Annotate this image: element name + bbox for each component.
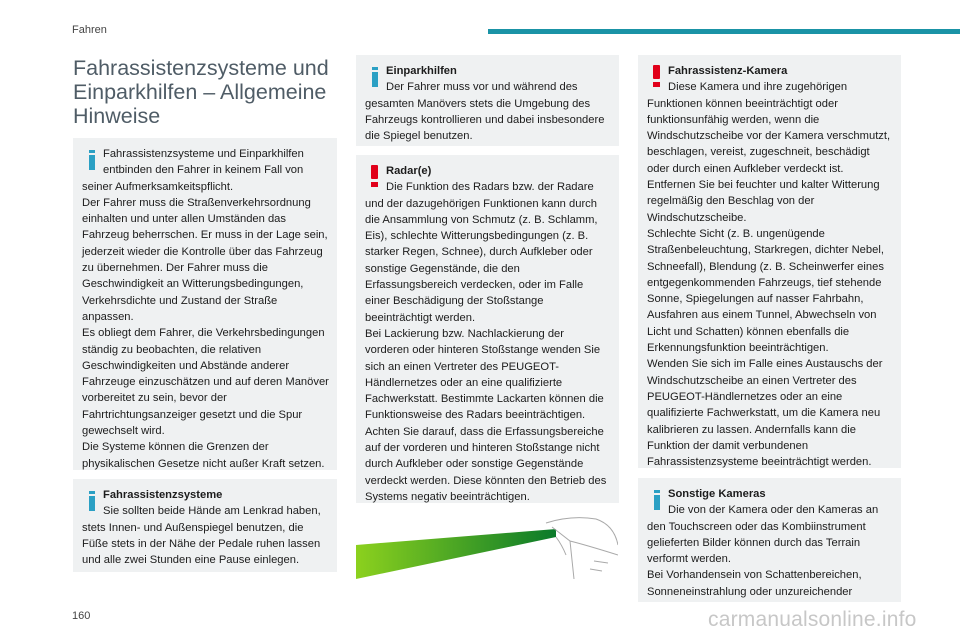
box-text: Fahrassistenzsysteme und Einparkhilfen entbinden den Fahrer in keinem Fall von seiner Aufmerksamkeitspflicht. Der Fahrer muss die Straßenverkehrsordnung einhalten und unter allen Umständen das Fahrzeug beherrschen. Er muss in der Lage sein, jederzeit wieder die Kontrolle über das Fahrzeug zu übernehmen. Der Fahrer muss die Geschwindigkeit an Witterungsbedingungen, Verkehrsdichte und Zustand der Straße anpassen. Es obliegt dem Fahrer, die Verkehrsbedingungen ständig zu beobachten, die relativen Geschwindigkeiten und Abstände anderer Fahrzeuge einzuschätzen und auf deren Manöver vorbereitet zu sein, bevor der Fahrtrichtungsanzeiger gesetzt und die Spur gewechselt wird. Die Systeme können die Grenzen der physikalischen Gesetze nicht außer Kraft setzen.	[82, 148, 329, 470]
radar-beam	[356, 529, 556, 579]
car-outline	[546, 518, 618, 579]
info-box-general	[73, 138, 337, 470]
warning-icon	[647, 64, 668, 94]
box-text: Die von der Kamera oder den Kameras an den Touchscreen oder das Kombiinstrument gelieferten Bilder können durch das Terrain verformt werden. Bei Vorhandensein von Schattenbereichen, Sonneneinstrahlung oder unzureichender	[647, 504, 879, 598]
info-icon	[647, 487, 668, 517]
watermark: carmanualsonline.info	[708, 608, 917, 631]
info-box-other-cameras	[638, 478, 901, 602]
warning-icon	[365, 164, 386, 194]
info-icon	[82, 147, 103, 177]
page-title: Fahrassistenzsysteme und Einparkhilfen – Allgemeine Hinweise	[73, 56, 329, 128]
header-accent-bar	[488, 29, 960, 34]
radar-detection-illustration	[356, 515, 618, 579]
box-text: Sie sollten beide Hände am Lenkrad haben, stets Innen- und Außenspiegel benutzen, die Füße stets in der Nähe der Pedale ruhen lassen und alle zwei Stunden eine Pause einlegen.	[82, 505, 321, 567]
box-heading: Einparkhilfen	[386, 65, 457, 77]
box-heading: Fahrassistenzsysteme	[103, 489, 223, 501]
box-heading: Sonstige Kameras	[668, 488, 766, 500]
box-text: Die Funktion des Radars bzw. der Radare und der dazugehörigen Funktionen kann durch die Ansammlung von Schmutz (z. B. Schlamm, Eis), schlechte Witterungsbedingungen (z. B. starker Regen, Schnee), durch Aufkleber oder sonstige Gegenstände, die den Erfassungsbereich verdecken, oder im Falle einer Beschädigung der Stoßstange beeinträchtigt werden. Bei Lackierung bzw. Nachlackierung der vorderen oder hinteren Stoßstange wenden Sie sich an einen Vertreter des PEUGEOT-Händlernetzes oder an eine qualifizierte Fachwerkstatt. Bestimmte Lackarten können die Funktionsweise des Radars beeinträchtigen. Achten Sie darauf, dass die Erfassungsbereiche auf der vorderen und hinteren Stoßstange nicht durch Aufkleber oder sonstige Gegenstände verdeckt werden. Diese könnten den Betrieb des Systems negativ beeinträchtigen.	[365, 181, 607, 503]
page-number: 160	[72, 610, 91, 622]
section-label: Fahren	[72, 24, 107, 36]
warning-box-camera	[638, 55, 901, 468]
info-icon	[365, 64, 386, 94]
box-heading: Radar(e)	[386, 165, 432, 177]
warning-box-radar	[356, 155, 619, 503]
info-icon	[82, 488, 103, 518]
info-box-driver-assistance	[73, 479, 337, 572]
box-text: Der Fahrer muss vor und während des gesamten Manövers stets die Umgebung des Fahrzeugs kontrollieren und dabei insbesondere die Spiegel benutzen.	[365, 81, 605, 143]
box-text: Diese Kamera und ihre zugehörigen Funktionen können beeinträchtigt oder funktionsunfähig werden, wenn die Windschutzscheibe vor der Kamera verschmutzt, beschlagen, vereist, zugeschneit, beschädigt oder durch einen Aufkleber verdeckt ist. Entfernen Sie bei feuchter und kalter Witterung regelmäßig den Beschlag von der Windschutzscheibe. Schlechte Sicht (z. B. ungenügende Straßenbeleuchtung, Starkregen, dichter Nebel, Schneefall), Blendung (z. B. Scheinwerfer eines entgegenkommenden Fahrzeugs, tief stehende Sonne, Spiegelungen auf nasser Fahrbahn, Ausfahren aus einem Tunnel, Abwechseln von Licht und Schatten) können ebenfalls die Erkennungsfunktion beeinträchtigen. Wenden Sie sich im Falle eines Austauschs der Windschutzscheibe an einen Vertreter des PEUGEOT-Händlernetzes oder an eine qualifizierte Fachwerkstatt, um die Kamera neu kalibrieren zu lassen. Andernfalls kann die Funktion der damit verbundenen Fahrassistenzsysteme beeinträchtigt werden.	[647, 81, 891, 468]
info-box-parking-aids	[356, 55, 619, 146]
box-heading: Fahrassistenz-Kamera	[668, 65, 788, 77]
